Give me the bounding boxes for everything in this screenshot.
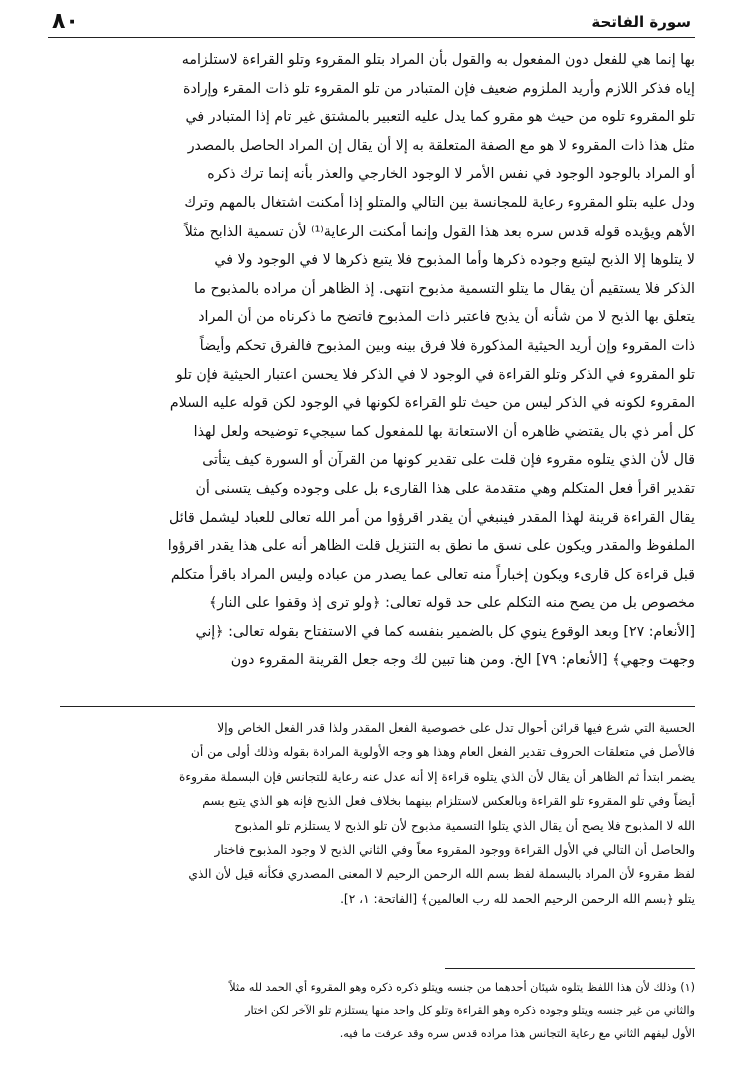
footnote-divider <box>445 968 695 969</box>
main-text-line: تلو المقروء في الذكر وتلو القراءة في الوجود لا في الذكر فلا يحسن اعتبار الحيثية فإن تلو <box>175 366 695 383</box>
commentary-line: فالأصل في متعلقات الحروف تقدير الفعل العام وهذا هو وجه الأولوية المرادة بقوله وذلك أولى من أن <box>190 745 695 760</box>
main-text-line: كل أمر ذي بال يقتضي ظاهره أن الاستعانة بها للمفعول كما سيجيء توضيحه ولعل لهذا <box>193 423 695 440</box>
main-text-line: ذات المقروء وإن أريد الحيثية المذكورة فلا فرق بينه وبين المذبوح فالفرق تحكم وأيضاً <box>199 337 695 354</box>
main-text-line: وجهت وجهي﴾ [الأنعام: ٧٩] الخ. ومن هنا تبين لك وجه جعل القرينة المقروء دون <box>230 652 695 669</box>
footnote-line: (١) وذلك لأن هذا اللفظ يتلوه شيئان أحدهما من جنسه ويتلو ذكره ذكره وهو المقروء أي الحمد لله مثلاً <box>229 981 695 994</box>
main-text-line: الذكر فلا يستقيم أن يقال ما يتلو التسمية مذبوح انتهى. إذ الظاهر أن مراده بالمذبوح ما <box>194 280 695 297</box>
main-text-line: المقروء لكونه في الذكر ليس من حيث تلو القراءة لكونها في الوجود لكن قوله عليه السلام <box>169 395 695 412</box>
main-text-line: لا يتلوها إلا الذبح ليتبع وجوده ذكرها وأما المذبوح فلا يتبع ذكرها لا في الوجود ولا في <box>214 252 695 269</box>
commentary-line: يضمر ابتدأ ثم الظاهر أن يقال لأن الذي يتلوه قراءة إلا أنه عدل عنه رعاية للتجانس فإن البسملة مقروءة <box>179 769 695 784</box>
main-text-line: مخصوص بل من يصح منه التكلم على حد قوله تعالى: ﴿ولو ترى إذ وقفوا على النار﴾ <box>208 595 695 612</box>
main-text-line: تلو المقروء تلوه من حيث هو مقرو كما يدل عليه التعبير بالمشتق غير تام إذا المتبادر في <box>185 109 695 126</box>
footnote-block <box>60 976 695 1045</box>
commentary-line: لفظ مقروء لأن المراد بالبسملة لفظ بسم الله الرحمن الرحيم لا المعنى المصدري فكأنه قيل لأن الذي <box>188 867 695 882</box>
page-number: ٨٠ <box>52 9 79 34</box>
footnote-line: الأول ليفهم الثاني مع رعاية التجانس هذا مراده قدس سره وقد عرفت ما فيه. <box>339 1027 695 1040</box>
commentary-line: والحاصل أن التالي في الأول القراءة ووجود المقروء معاً وفي الثاني الذبح لا وجود المذبوح فاختار <box>214 842 695 857</box>
main-text-line: يقال القراءة قرينة لهذا المقدر فينبغي أن يقدر اقرؤوا من أمر الله تعالى للعباد ليشمل قائل <box>168 509 695 526</box>
main-text-block <box>60 46 695 675</box>
main-text-line: إياه فذكر اللازم وأريد الملزوم ضعيف فإن المتبادر من تلو المقروء تلو ذات المقرء وإرادة <box>183 80 695 97</box>
commentary-line: أيضاً وفي تلو المقروء تلو القراءة وبالعكس لاستلزام بينهما بخلاف فعل الذبح فإنه هو الذي يتبع بسم <box>202 794 695 809</box>
commentary-line: الحسية التي شرع فيها قرائن أحوال تدل على خصوصية الفعل المقدر ولذا قدر الفعل الخاص وإلا <box>217 721 695 735</box>
main-text-line: مثل هذا ذات المقروء لا هو مع الصفة المتعلقة به إلا أن يقال إن المراد الحاصل بالمصدر <box>187 137 695 154</box>
main-text-line: تقدير اقرأ فعل المتكلم وهي متقدمة على هذا القارىء بل على وجوده وكيف يتسنى أن <box>195 480 695 497</box>
commentary-block <box>60 716 695 911</box>
main-text-line: يتعلق بها الذبح لا من شأنه أن يذبح فاعتبر ذات المذبوح فاتضح ما ذكرناه من أن المراد <box>198 309 695 326</box>
main-text-line: بها إنما هي للفعل دون المفعول به والقول بأن المراد بتلو المقروء وتلو القراءة لاستلزامه <box>181 52 695 68</box>
main-text-line: ودل عليه بتلو المقروء رعاية للمجانسة بين التالي والمتلو إذا أمكنت اشتغال بالمهم وترك <box>184 194 695 211</box>
main-text-line: قبل قراءة كل قارىء ويكون إخباراً منه تعالى عما يصدر من عباده وليس المراد باقرأ متكلم <box>170 566 695 583</box>
main-text-line: أو المراد بالوجود الوجود في نفس الأمر لا الوجود الخارجي والعذر بأنه إنما ترك ذكره <box>207 166 695 183</box>
commentary-line: الله لا المذبوح فلا يصح أن يقال الذي يتلوا التسمية مذبوح لأن تلو الذبح لا يستلزم تلو المذبوح <box>234 818 695 833</box>
main-text-line: قال لأن الذي يتلوه مقروء فإن قلت على تقدير كونها من القرآن أو السورة كيف يتأتى <box>202 452 695 469</box>
footnote-line: والثاني من غير جنسه ويتلو وجوده ذكره وهو القراءة وتلو كل واحد منها يستلزم تلو الآخر لكن اختار <box>245 1004 695 1017</box>
commentary-divider <box>60 706 695 707</box>
surah-title: سورة الفاتحة <box>591 12 691 31</box>
main-text-line: الأهم ويؤيده قوله قدس سره بعد هذا القول وإنما أمكنت الرعاية⁽¹⁾ لأن تسمية الذابح مثلاً <box>184 223 695 240</box>
main-text-line: [الأنعام: ٢٧] وبعد الوقوع ينوي كل بالضمير بنفسه كما في الاستفتاح بقوله تعالى: ﴿إني <box>195 623 695 640</box>
page-header <box>48 8 695 38</box>
commentary-line: يتلو ﴿بسم الله الرحمن الرحيم الحمد لله رب العالمين﴾ [الفاتحة: ١، ٢]. <box>340 891 695 906</box>
main-text-line: الملفوظ والمقدر ويكون على نسق ما نطق به التنزيل قلت الظاهر أنه على هذا يقدر اقرؤوا <box>167 538 695 555</box>
